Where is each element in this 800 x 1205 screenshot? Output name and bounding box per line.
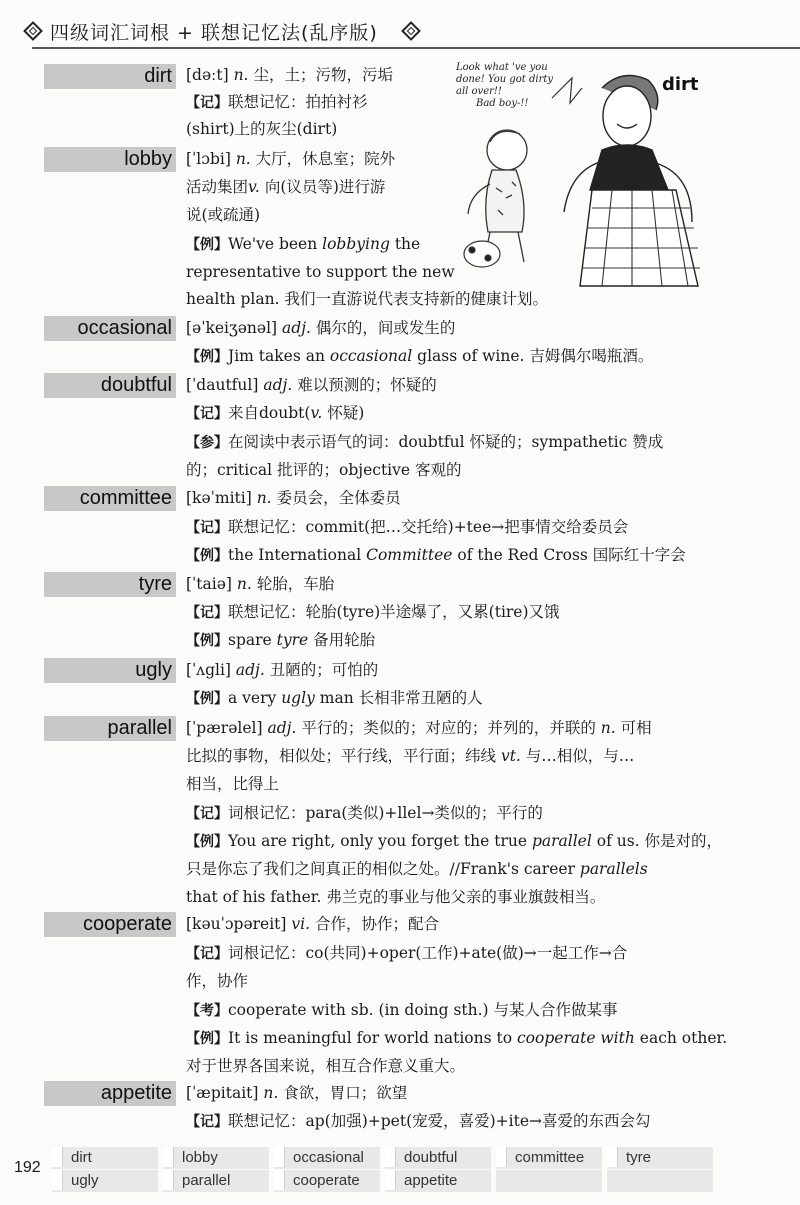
entry-line: 作，协作 <box>186 972 249 990</box>
pos: v. <box>310 404 323 422</box>
entry-line <box>186 630 375 651</box>
tag-label: 【考】 <box>186 1003 228 1019</box>
definition: 与…相似，与… <box>520 747 635 765</box>
headword: dirt <box>44 64 176 89</box>
pos: adj. <box>267 719 297 737</box>
review-cell-empty <box>607 1170 713 1192</box>
definition: 尘，土；污物，污垢 <box>253 66 393 84</box>
review-cell <box>274 1147 380 1169</box>
pos: n. <box>600 719 616 737</box>
example-text: It is meaningful for world nations to <box>228 1029 517 1047</box>
entry-line: 的；critical 批评的；objective 客观的 <box>186 461 462 479</box>
page-header <box>0 0 800 58</box>
entry-line <box>186 545 686 566</box>
pos: n. <box>263 1084 279 1102</box>
memory-text: 联想记忆：拍拍衬衫 <box>228 93 368 111</box>
pos: v. <box>248 178 260 196</box>
pos: vt. <box>500 747 521 765</box>
memory-text: 怀疑) <box>322 404 365 422</box>
entry-line <box>186 1111 651 1132</box>
entry-line: health plan. 我们一直游说代表支持新的健康计划。 <box>186 290 548 308</box>
example-text: the <box>389 235 421 253</box>
definition: 活动集团 <box>186 178 249 196</box>
headword: parallel <box>44 716 176 741</box>
headword: doubtful <box>44 373 176 398</box>
headword: committee <box>44 486 176 511</box>
review-cell <box>385 1170 491 1192</box>
definition: 丑陋的；可怕的 <box>269 661 379 679</box>
review-footer <box>0 1143 800 1193</box>
entry-line: 相当，比得上 <box>186 775 280 793</box>
entry-line <box>186 803 543 824</box>
example-text: You are right, only you forget the true <box>228 832 532 850</box>
tag-label: 【例】 <box>186 691 228 707</box>
checkbox-icon <box>163 1170 174 1190</box>
checkbox-icon <box>52 1147 63 1167</box>
speech-line-1: Look what 've you <box>456 62 548 73</box>
tag-label: 【记】 <box>186 946 228 962</box>
headword: lobby <box>44 147 176 172</box>
example-text: glass of wine. 吉姆偶尔喝瓶酒。 <box>412 347 654 365</box>
speech-line-4: Bad boy-!! <box>476 98 529 109</box>
entry-line <box>186 688 483 709</box>
entry-line <box>186 488 401 508</box>
definition: 食欲，胃口；欲望 <box>283 1084 408 1102</box>
phonetic: [ˈæpitait] <box>186 1084 259 1102</box>
definition: 偶尔的，间或发生的 <box>315 319 456 337</box>
tag-label: 【例】 <box>186 834 228 850</box>
tag-label: 【例】 <box>186 237 228 253</box>
entry-line <box>186 432 663 453</box>
diamond-right-icon <box>401 21 421 41</box>
entry-line: 对于世界各国来说，相互合作意义重大。 <box>186 1057 466 1075</box>
entry-line <box>186 831 722 852</box>
entry-line <box>186 943 627 964</box>
exam-text: cooperate with sb. (in doing sth.) 与某人合作做某事 <box>228 1001 618 1019</box>
review-cell <box>385 1147 491 1169</box>
entry-line <box>186 602 560 623</box>
phonetic: [əˈkeiʒənəl] <box>186 319 278 337</box>
phonetic: [dəːt] <box>186 66 229 84</box>
pos: adj. <box>235 661 265 679</box>
example-emphasis: parallels <box>579 860 648 878</box>
entry-line <box>186 92 368 113</box>
review-cell <box>52 1170 158 1192</box>
checkbox-icon <box>52 1170 63 1190</box>
phonetic: [ˈlɔbi] <box>186 150 231 168</box>
tag-label: 【例】 <box>186 633 228 649</box>
example-text: Jim takes an <box>228 347 330 365</box>
headword: appetite <box>44 1081 176 1106</box>
phonetic: [ˈdautful] <box>186 376 259 394</box>
example-text: of the Red Cross 国际红十字会 <box>452 546 686 564</box>
phonetic: [ˈtaiə] <box>186 575 232 593</box>
review-word: ugly <box>71 1172 99 1189</box>
phonetic: [kəuˈɔpəreit] <box>186 915 287 933</box>
entry-line <box>186 1028 727 1049</box>
cartoon-illustration <box>452 58 798 290</box>
example-text: each other. <box>634 1029 728 1047</box>
example-text: spare <box>228 631 277 649</box>
review-cell <box>274 1170 380 1192</box>
headword: cooperate <box>44 912 176 937</box>
entry-line <box>186 718 652 738</box>
tag-label: 【例】 <box>186 548 228 564</box>
entry-line <box>186 234 420 255</box>
example-emphasis: parallel <box>531 832 592 850</box>
example-text: the International <box>228 546 367 564</box>
mother-figure <box>564 76 700 287</box>
checkbox-icon <box>607 1147 618 1167</box>
entry-line: that of his father. 弗兰克的事业与他父亲的事业旗鼓相当。 <box>186 888 606 906</box>
pos: n. <box>256 489 272 507</box>
definition: 大厅，休息室；院外 <box>255 150 396 168</box>
cartoon-label: dirt <box>662 74 699 95</box>
entry-line <box>186 403 364 424</box>
tag-label: 【记】 <box>186 406 228 422</box>
pos: n. <box>235 150 251 168</box>
checkbox-icon <box>274 1170 285 1190</box>
entry-line <box>186 149 395 169</box>
entry-line <box>186 177 385 197</box>
tag-label: 【记】 <box>186 520 228 536</box>
example-text: man 长相非常丑陋的人 <box>314 689 483 707</box>
entry-line <box>186 65 393 85</box>
header-rule <box>32 47 800 49</box>
definition: 难以预测的；怀疑的 <box>297 376 437 394</box>
headword: tyre <box>44 572 176 597</box>
tag-label: 【参】 <box>186 435 228 451</box>
review-word: parallel <box>182 1172 231 1189</box>
example-text: of us. 你是对的， <box>591 832 723 850</box>
review-cell <box>52 1147 158 1169</box>
definition: 平行的；类似的；对应的；并列的，并联的 <box>301 719 596 737</box>
checkbox-icon <box>496 1147 507 1167</box>
review-cell <box>163 1147 269 1169</box>
review-word: lobby <box>182 1149 218 1166</box>
definition: 合作，协作；配合 <box>314 915 439 933</box>
example-emphasis: lobbying <box>322 235 390 253</box>
entry-line <box>186 1083 407 1103</box>
example-emphasis: ugly <box>281 689 315 707</box>
review-word: occasional <box>293 1149 364 1166</box>
example-emphasis: cooperate with <box>517 1029 635 1047</box>
memory-text: 联想记忆：commit(把…交托给)+tee→把事情交给委员会 <box>228 518 629 536</box>
pos: adj. <box>282 319 311 337</box>
reference-text: 在阅读中表示语气的词：doubtful 怀疑的；sympathetic 赞成 <box>228 433 664 451</box>
phonetic: [ˈʌgli] <box>186 661 231 679</box>
pos: n. <box>233 66 249 84</box>
entry-line <box>186 574 334 594</box>
memory-text: 联想记忆：ap(加强)+pet(宠爱，喜爱)+ite→喜爱的东西会勾 <box>228 1112 651 1130</box>
review-cell-empty <box>496 1170 602 1192</box>
definition: 向(议员等)进行游 <box>264 178 386 196</box>
tag-label: 【例】 <box>186 1031 228 1047</box>
checkbox-icon <box>163 1147 174 1167</box>
review-word: dirt <box>71 1149 92 1166</box>
entry-line <box>186 346 653 367</box>
tag-label: 【记】 <box>186 95 228 111</box>
headword: occasional <box>44 316 176 341</box>
dog-figure <box>464 241 500 267</box>
tag-label: 【记】 <box>186 806 228 822</box>
example-emphasis: occasional <box>329 347 413 365</box>
example-text: 备用轮胎 <box>308 631 376 649</box>
memory-text: 词根记忆：para(类似)+llel→类似的；平行的 <box>228 804 543 822</box>
checkbox-icon <box>274 1147 285 1167</box>
entry-line: 说(或疏通) <box>186 206 261 224</box>
review-cell <box>607 1147 713 1169</box>
example-text: 只是你忘了我们之间真正的相似之处。//Frank's career <box>186 860 580 878</box>
pos: adj. <box>263 376 293 394</box>
checkbox-icon <box>385 1170 396 1190</box>
example-emphasis: Committee <box>366 546 453 564</box>
review-word: committee <box>515 1149 585 1166</box>
review-word: tyre <box>626 1149 652 1166</box>
review-word: cooperate <box>293 1172 360 1189</box>
entry-line <box>186 318 455 338</box>
example-emphasis: tyre <box>276 631 309 649</box>
definition: 比拟的事物，相似处；平行线，平行面；纬线 <box>186 747 501 765</box>
tag-label: 【记】 <box>186 1114 228 1130</box>
review-cell <box>496 1147 602 1169</box>
memory-text: 词根记忆：co(共同)+oper(工作)+ate(做)→一起工作→合 <box>228 944 628 962</box>
entry-line <box>186 375 437 395</box>
pos: vi. <box>291 915 311 933</box>
diamond-left-icon <box>23 21 43 41</box>
entry-line <box>186 517 628 538</box>
memory-text: 联想记忆：轮胎(tyre)半途爆了，又累(tire)又饿 <box>228 603 560 621</box>
review-word: doubtful <box>404 1149 458 1166</box>
phonetic: [kəˈmiti] <box>186 489 252 507</box>
entry-line <box>186 1000 618 1021</box>
review-cell <box>163 1170 269 1192</box>
definition: 委员会，全体委员 <box>276 489 401 507</box>
entry-line <box>186 746 634 766</box>
tag-label: 【记】 <box>186 605 228 621</box>
definition: 轮胎，车胎 <box>256 575 335 593</box>
tag-label: 【例】 <box>186 349 228 365</box>
pos: n. <box>236 575 252 593</box>
entry-line: (shirt)上的灰尘(dirt) <box>186 120 338 138</box>
memory-text: 来自doubt( <box>228 404 311 422</box>
header-title: 四级词汇词根 + 联想记忆法(乱序版) <box>50 22 378 44</box>
example-text: a very <box>228 689 282 707</box>
checkbox-icon <box>385 1147 396 1167</box>
entry-line <box>186 914 439 934</box>
phonetic: [ˈpærəlel] <box>186 719 263 737</box>
entry-line <box>186 660 378 680</box>
review-word: appetite <box>404 1172 458 1189</box>
page-number: 192 <box>14 1159 41 1176</box>
speech-line-3: all over!! <box>456 86 502 97</box>
entry-line: representative to support the new <box>186 263 455 281</box>
definition: 可相 <box>620 719 652 737</box>
speech-line-2: done! You got dirty <box>456 74 554 85</box>
entry-line <box>186 859 648 879</box>
example-text: We've been <box>228 235 323 253</box>
headword: ugly <box>44 658 176 683</box>
